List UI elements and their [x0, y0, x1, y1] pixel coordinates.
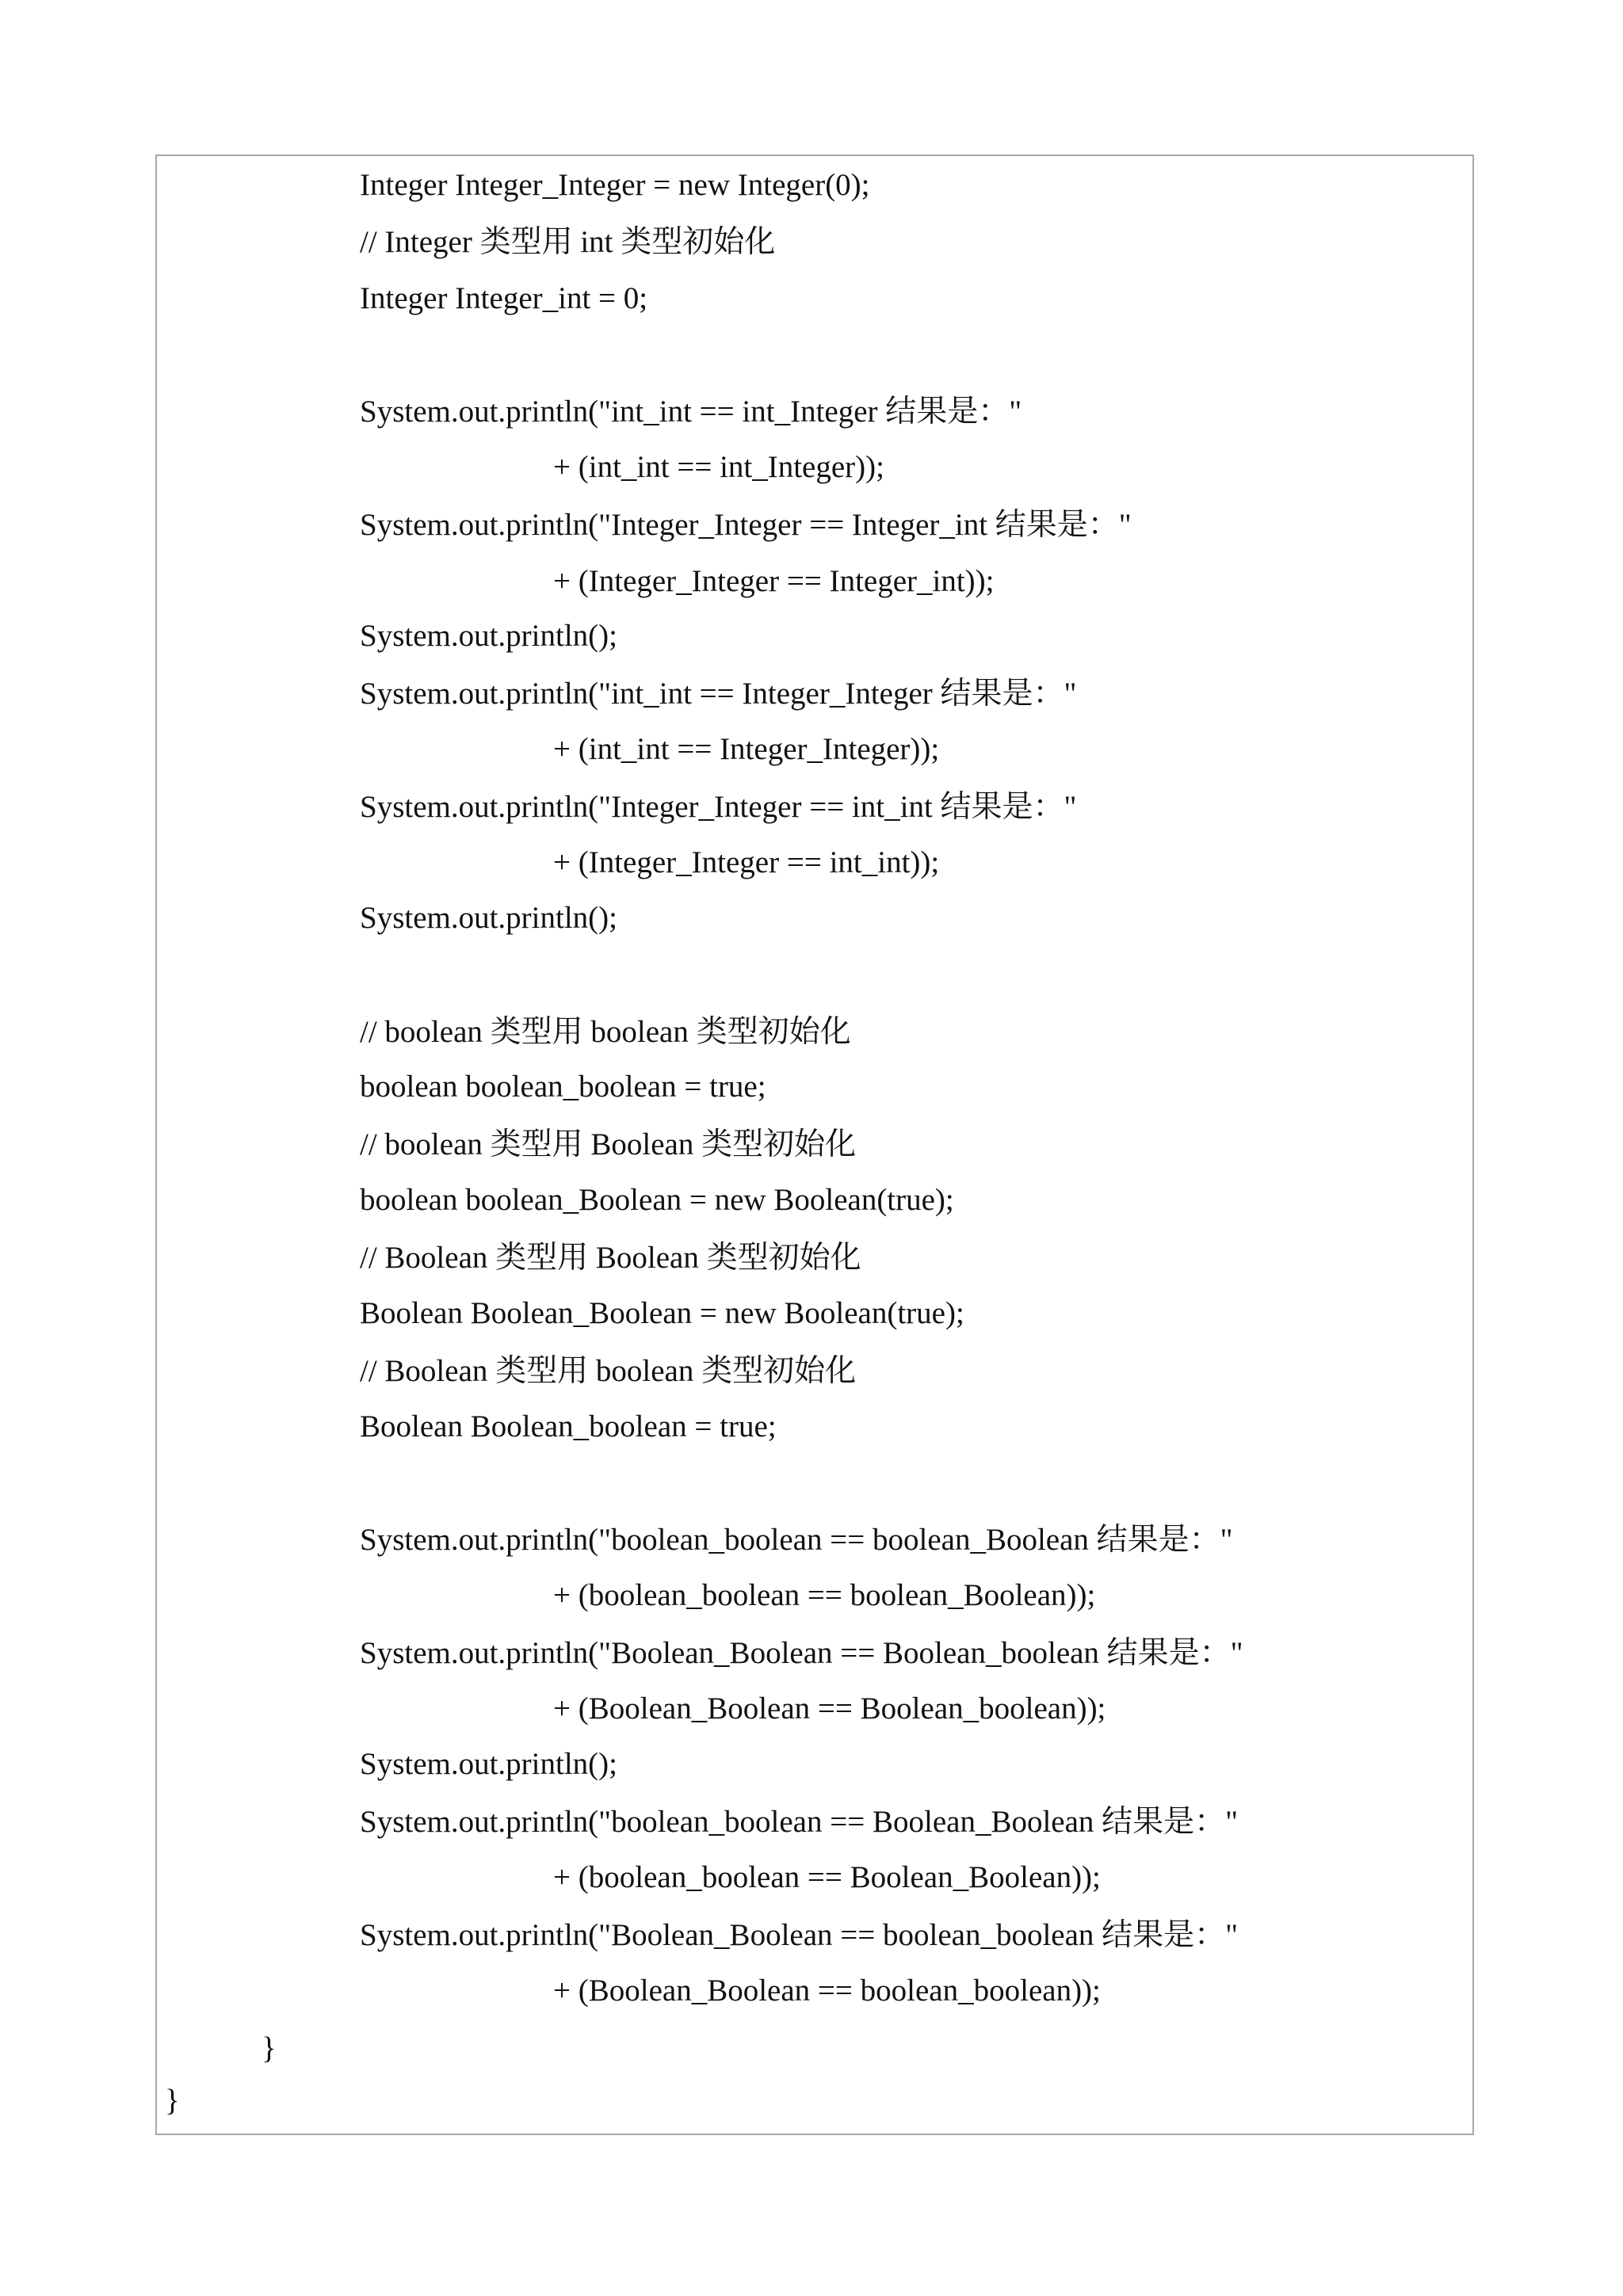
- code-line: System.out.println("Boolean_Boolean == boolean_boolean 结果是：": [360, 1918, 1239, 1952]
- code-line: + (Integer_Integer == int_int));: [553, 845, 940, 879]
- code-comment: // boolean 类型用 Boolean 类型初始化: [360, 1127, 857, 1161]
- code-comment: // Boolean 类型用 Boolean 类型初始化: [360, 1241, 861, 1275]
- code-line: System.out.println();: [360, 901, 617, 935]
- closing-brace: }: [165, 2084, 180, 2118]
- code-line: System.out.println("boolean_boolean == boolean_Boolean 结果是：": [360, 1523, 1233, 1557]
- code-line: + (Boolean_Boolean == boolean_boolean));: [553, 1974, 1101, 2008]
- code-line: System.out.println("Boolean_Boolean == Boolean_boolean 结果是：": [360, 1636, 1243, 1670]
- code-comment: // Boolean 类型用 boolean 类型初始化: [360, 1354, 857, 1388]
- code-line: + (int_int == Integer_Integer));: [553, 732, 940, 766]
- closing-brace: }: [262, 2031, 277, 2065]
- code-listing-box: [155, 154, 1474, 2135]
- code-comment: // boolean 类型用 boolean 类型初始化: [360, 1015, 851, 1049]
- code-line: System.out.println("Integer_Integer == Integer_int 结果是：": [360, 508, 1132, 542]
- code-line: Boolean Boolean_boolean = true;: [360, 1409, 777, 1444]
- code-line: System.out.println();: [360, 619, 617, 653]
- code-line: + (int_int == int_Integer));: [553, 450, 884, 484]
- code-line: boolean boolean_Boolean = new Boolean(true);: [360, 1183, 954, 1217]
- code-line: System.out.println("int_int == Integer_Integer 结果是：": [360, 677, 1077, 711]
- code-line: + (boolean_boolean == Boolean_Boolean));: [553, 1860, 1101, 1894]
- code-line: System.out.println("int_int == int_Integer 结果是：": [360, 395, 1022, 429]
- code-line: System.out.println();: [360, 1747, 617, 1781]
- code-line: System.out.println("Integer_Integer == int_int 结果是：": [360, 790, 1077, 824]
- code-line: System.out.println("boolean_boolean == Boolean_Boolean 结果是：": [360, 1805, 1239, 1839]
- code-comment: // Integer 类型用 int 类型初始化: [360, 225, 776, 259]
- code-line: Boolean Boolean_Boolean = new Boolean(true);: [360, 1296, 964, 1330]
- code-line: Integer Integer_int = 0;: [360, 281, 648, 315]
- code-line: + (Boolean_Boolean == Boolean_boolean));: [553, 1691, 1106, 1726]
- code-line: boolean boolean_boolean = true;: [360, 1070, 766, 1104]
- code-line: + (boolean_boolean == boolean_Boolean));: [553, 1578, 1096, 1612]
- code-line: + (Integer_Integer == Integer_int));: [553, 564, 995, 598]
- code-line: Integer Integer_Integer = new Integer(0);: [360, 168, 870, 202]
